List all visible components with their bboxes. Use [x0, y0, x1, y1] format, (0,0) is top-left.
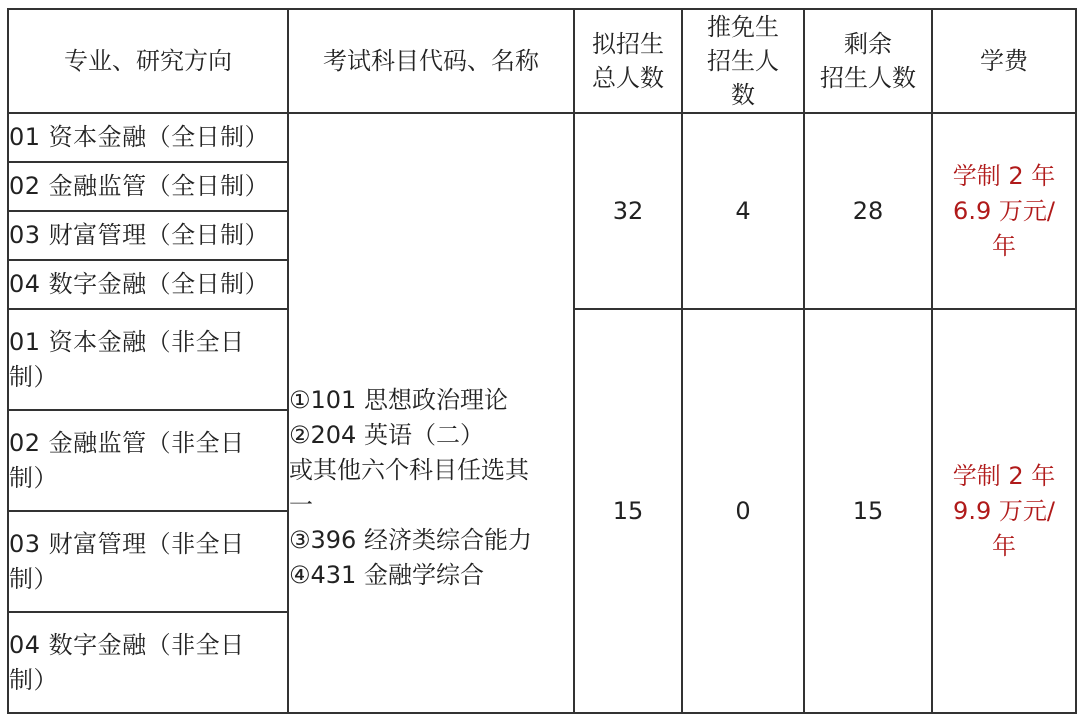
major-cell: 01 资本金融（全日制）	[8, 113, 288, 162]
remaining-cell: 15	[804, 309, 932, 713]
major-cell: 04 数字金融（全日制）	[8, 260, 288, 309]
header-remaining-line: 招生人数	[820, 64, 916, 92]
header-exempt-line: 推免生	[707, 13, 779, 41]
major-line: 制）	[9, 362, 58, 391]
tuition-line: 学制 2 年	[952, 161, 1056, 190]
major-line: 04 数字金融（非全日	[9, 630, 245, 659]
header-major: 专业、研究方向	[8, 9, 288, 113]
subject-item: ①101 思想政治理论	[289, 386, 508, 414]
major-line: 制）	[9, 665, 58, 694]
header-exempt-line: 招生人	[707, 47, 779, 75]
header-exempt-count	[682, 9, 804, 113]
major-cell	[8, 511, 288, 612]
major-line: 制）	[9, 463, 58, 492]
subject-item: 一	[289, 491, 313, 519]
major-cell	[8, 410, 288, 511]
major-cell: 02 金融监管（全日制）	[8, 162, 288, 211]
tuition-line: 9.9 万元/	[953, 496, 1055, 525]
table-row	[8, 113, 1076, 162]
subject-item: ③396 经济类综合能力	[289, 526, 532, 554]
header-planned-line: 拟招生	[592, 30, 664, 58]
header-planned-total	[574, 9, 682, 113]
subjects-cell	[288, 113, 574, 713]
major-cell	[8, 612, 288, 713]
major-line: 制）	[9, 564, 58, 593]
tuition-line: 6.9 万元/	[953, 196, 1055, 225]
major-cell: 03 财富管理（全日制）	[8, 211, 288, 260]
tuition-line: 年	[992, 231, 1016, 260]
tuition-line: 学制 2 年	[952, 461, 1056, 490]
planned-total-cell: 15	[574, 309, 682, 713]
subject-item: ②204 英语（二）	[289, 421, 484, 449]
planned-total-cell: 32	[574, 113, 682, 309]
header-remaining-line: 剩余	[844, 30, 892, 58]
remaining-cell: 28	[804, 113, 932, 309]
admissions-table	[7, 8, 1077, 714]
header-exempt-line: 数	[731, 81, 755, 109]
exempt-count-cell: 0	[682, 309, 804, 713]
header-remaining	[804, 9, 932, 113]
tuition-cell	[932, 309, 1076, 713]
tuition-cell	[932, 113, 1076, 309]
tuition-line: 年	[992, 531, 1016, 560]
major-line: 02 金融监管（非全日	[9, 428, 245, 457]
header-tuition: 学费	[932, 9, 1076, 113]
subject-item: 或其他六个科目任选其	[289, 456, 529, 484]
header-subjects: 考试科目代码、名称	[288, 9, 574, 113]
header-row	[8, 9, 1076, 113]
major-cell	[8, 309, 288, 410]
exempt-count-cell: 4	[682, 113, 804, 309]
subject-item: ④431 金融学综合	[289, 561, 484, 589]
major-line: 01 资本金融（非全日	[9, 327, 245, 356]
header-planned-line: 总人数	[592, 64, 664, 92]
major-line: 03 财富管理（非全日	[9, 529, 245, 558]
